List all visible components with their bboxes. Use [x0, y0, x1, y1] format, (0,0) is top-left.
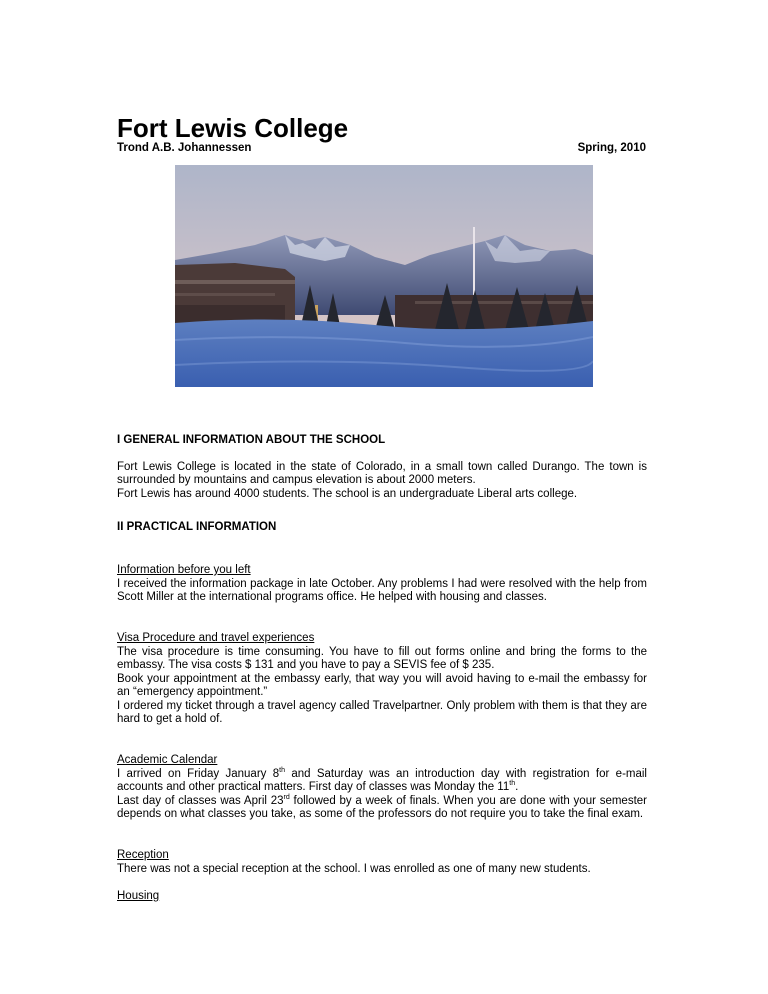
paragraph: Last day of classes was April 23rd followed by a week of finals. When you are done with your semester depends on what classes you take, as some of the professors do not require you to take the final exam.: [117, 793, 648, 820]
paragraph: Fort Lewis College is located in the state of Colorado, in a small town called Durango. The town is surrounded by mountains and campus elevation is about 2000 meters.: [117, 460, 647, 486]
subsection-housing: [117, 890, 647, 904]
document-date: Spring, 2010: [577, 142, 646, 154]
subsection-title: Academic Calendar: [117, 754, 218, 766]
author-name: Trond A.B. Johannessen: [117, 142, 252, 154]
paragraph: The visa procedure is time consuming. You have to fill out forms online and bring the forms to the embassy. The visa costs $ 131 and you have to pay a SEVIS fee of $ 235.: [117, 645, 647, 671]
subsection-visa: [117, 632, 647, 727]
section-practical-info: [117, 521, 647, 535]
subsection-info-before: [117, 564, 647, 605]
subsection-title: Reception: [117, 849, 169, 861]
subsection-academic-calendar: [117, 754, 647, 822]
paragraph: I ordered my ticket through a travel agency called Travelpartner. Only problem with them is that they are hard to get a hold of.: [117, 699, 647, 725]
subsection-title: Visa Procedure and travel experiences: [117, 632, 315, 644]
document-title: Fort Lewis College: [117, 113, 349, 143]
subsection-reception: [117, 849, 647, 876]
paragraph: Book your appointment at the embassy early, that way you will avoid having to e-mail the embassy for an “emergency appointment.”: [117, 672, 647, 698]
subsection-title: Housing: [117, 890, 160, 902]
section-heading: I GENERAL INFORMATION ABOUT THE SCHOOL: [117, 434, 386, 446]
paragraph: I arrived on Friday January 8th and Saturday was an introduction day with registration for e-mail accounts and other practical matters. First day of classes was Monday the 11th.: [117, 766, 647, 793]
section-general-info: [117, 434, 647, 501]
section-heading: II PRACTICAL INFORMATION: [117, 521, 277, 533]
paragraph: I received the information package in late October. Any problems I had were resolved with the help from Scott Miller at the international programs office. He helped with housing and classes.: [117, 577, 647, 603]
paragraph: There was not a special reception at the school. I was enrolled as one of many new students.: [117, 862, 591, 875]
campus-winter-mountain-photo: [175, 165, 593, 387]
paragraph: Fort Lewis has around 4000 students. The school is an undergraduate Liberal arts college.: [117, 487, 578, 500]
subsection-title: Information before you left: [117, 564, 251, 576]
